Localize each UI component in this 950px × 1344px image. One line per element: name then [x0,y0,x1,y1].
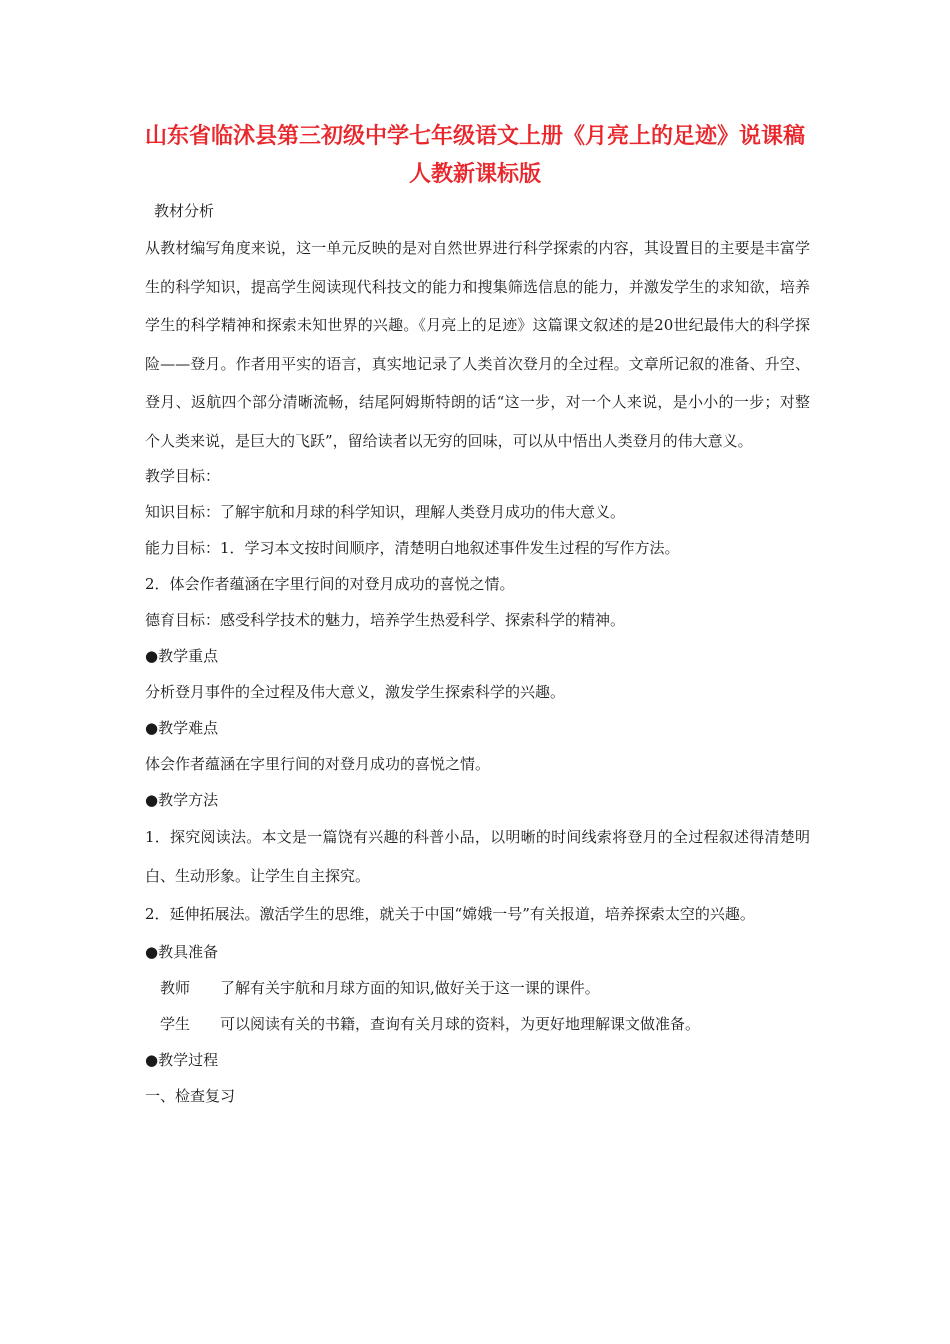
process-heading: ●教学过程 [145,1050,219,1069]
prep-student-role: 学生 [160,1014,191,1033]
goal-ability-1: 能力目标：1．学习本文按时间顺序，清楚明白地叙述事件发生过程的写作方法。 [145,539,680,557]
prep-heading: ●教具准备 [145,942,219,961]
prep-teacher-text: 了解有关宇航和月球方面的知识,做好关于这一课的课件。 [220,978,600,997]
goal-moral: 德育目标：感受科学技术的魅力，培养学生热爱科学、探索科学的精神。 [145,611,626,629]
materials-paragraph: 从教材编写角度来说，这一单元反映的是对自然世界进行科学探索的内容，其设置目的主要是丰富学生的科学知识，提高学生阅读现代科技文的能力和搜集筛选信息的能力，并激发学生的求知欲，培养学生的科学精神和探索未知世界的兴趣。《月亮上的足迹》这篇课文叙述的是20世纪最伟大的科学探险——登月。作者用平实的语言，真实地记录了人类首次登月的全过程。文章所记叙的准备、升空、登月、返航四个部分清晰流畅，结尾阿姆斯特朗的话“这一步，对一个人来说，是小小的一步；对整个人类来说，是巨大的飞跃”，留给读者以无穷的回味，可以从中悟出人类登月的伟大意义。 [145,239,810,450]
process-step-1: 一、检查复习 [145,1086,236,1105]
document-body [145,196,810,1114]
key-text: 分析登月事件的全过程及伟大意义，激发学生探索科学的兴趣。 [145,683,566,701]
prep-teacher-role: 教师 [160,978,191,997]
goals-heading: 教学目标： [145,467,221,485]
difficulty-text: 体会作者蕴涵在字里行间的对登月成功的喜悦之情。 [145,755,491,773]
method-1: 1．探究阅读法。本文是一篇饶有兴趣的科普小品，以明晰的时间线索将登月的全过程叙述得清楚明白、生动形象。让学生自主探究。 [145,828,810,885]
prep-teacher [145,970,810,1006]
difficulty-heading: ●教学难点 [145,719,219,737]
document-title: 山东省临沭县第三初级中学七年级语文上册《月亮上的足迹》说课稿 人教新课标版 [144,124,805,187]
goal-ability-2: 2．体会作者蕴涵在字里行间的对登月成功的喜悦之情。 [145,575,515,593]
key-heading: ●教学重点 [145,647,219,665]
goal-knowledge: 知识目标：了解宇航和月球的科学知识，理解人类登月成功的伟大意义。 [145,503,626,521]
prep-student [145,1006,810,1042]
methods-heading: ●教学方法 [145,791,219,809]
prep-student-text: 可以阅读有关的书籍，查询有关月球的资料，为更好地理解课文做准备。 [220,1014,701,1033]
method-2: 2．延伸拓展法。激活学生的思维，就关于中国“嫦娥一号”有关报道，培养探索太空的兴趣。 [145,905,755,923]
materials-heading: 教材分析 [154,202,215,220]
